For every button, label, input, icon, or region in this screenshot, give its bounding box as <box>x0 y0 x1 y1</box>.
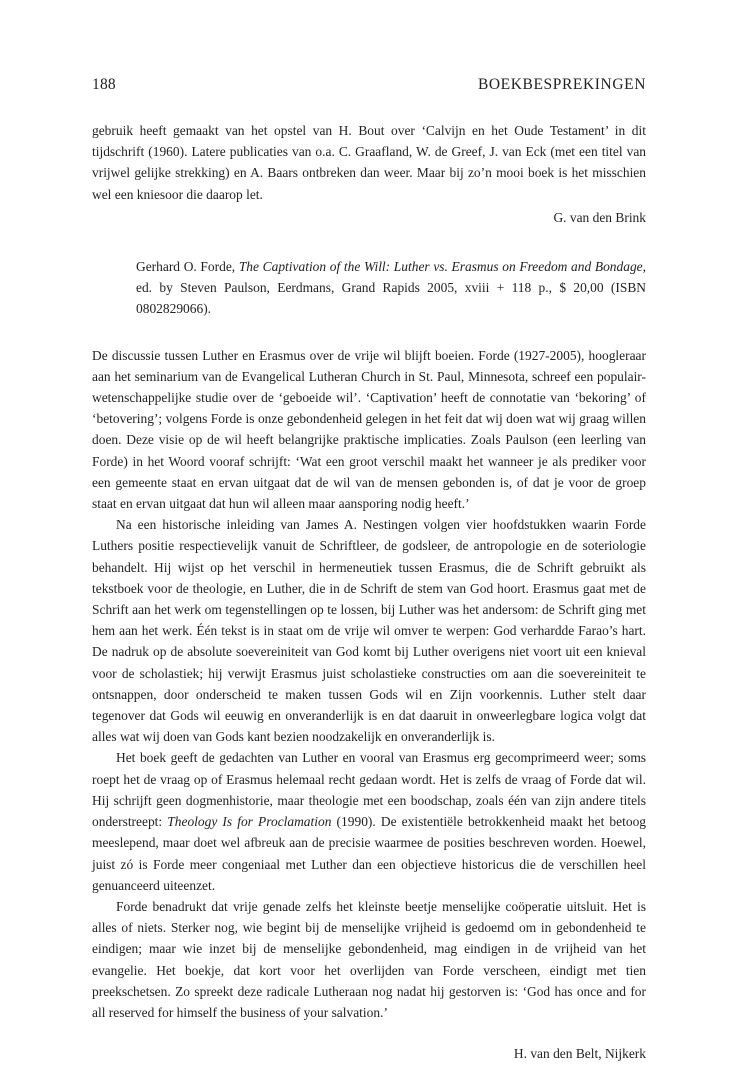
review-body <box>92 345 646 1024</box>
journal-page <box>92 76 646 1064</box>
bibliographic-entry <box>136 256 646 320</box>
paragraph-3-text-after-title: (1990). De existentiële betrokkenheid maakt het betoog meeslepend, maar doet wel afbreuk aan de precisie waarmee de posities beschreven worden. Hoewel, juist zó is Forde meer congeniaal met Luther dan een objectieve historicus die de verschillen heel genuanceerd uiteenzet. <box>92 814 647 893</box>
review-paragraph-3 <box>92 747 646 895</box>
paragraph-3-text-before-title: Het boek geeft de gedachten van Luther en vooral van Erasmus erg gecomprimeerd weer; soms roept het de vraag op of Erasmus helemaal recht gedaan wordt. Het is zelfs de vraag of Forde dat wil. Hij schrijft geen dogmenhistorie, maar theologie met een boodschap, zoals één van zijn andere titels onderstreept: <box>92 750 646 830</box>
running-head <box>92 76 646 94</box>
book-title: The Captivation of the Will: Luther vs. Erasmus on Freedom and Bondage <box>238 259 643 275</box>
book-author: Gerhard O. Forde, <box>136 259 236 275</box>
previous-review-closing-paragraph: gebruik heeft gemaakt van het opstel van H. Bout over ‘Calvijn en het Oude Testament’ in dit tijdschrift (1960). Latere publicaties van o.a. C. Graafland, W. de Greef, J. van Eck (met een titel van vrijwel gelijke strekking) en A. Baars ontbreken dan weer. Maar bij zo’n mooi boek is het misschien wel een kniesoor die daarop let. <box>92 123 646 202</box>
review-paragraph-1: De discussie tussen Luther en Erasmus over de vrije wil blijft boeien. Forde (1927-2005), hoogleraar aan het seminarium van de Evangelical Lutheran Church in St. Paul, Minnesota, schreef een populair-wetenschappelijke studie over de ‘geboeide wil’. ‘Captivation’ heeft de connotatie van ‘bekoring’ of ‘betovering’; volgens Forde is onze gebondenheid gelegen in het feit dat wij doen wat wij graag willen doen. Deze visie op de wil heeft belangrijke praktische implicaties. Zoals Paulson (een leerling van Forde) in het Woord vooraf schrijft: ‘Wat een groot verschil maakt het wanneer je als prediker voor een gemeente staat en ervan uitgaat dat de wil van de mensen gebonden is, of dat je voor de groep staat en ervan uitgaat dat hun wil alleen maar aansporing nodig heeft.’ <box>92 347 646 512</box>
previous-reviewer-signature: G. van den Brink <box>553 209 646 225</box>
cited-book-title: Theology Is for Proclamation <box>167 814 332 830</box>
section-title: BOEKBESPREKINGEN <box>477 76 646 93</box>
publication-details: , ed. by Steven Paulson, Eerdmans, Grand Rapids 2005, xviii + 118 p., $ 20,00 (ISBN 0802829066). <box>136 259 647 317</box>
review-paragraph-2: Na een historische inleiding van James A. Nestingen volgen vier hoofdstukken waarin Forde Luthers positie respectievelijk vanuit de Schriftleer, de godsleer, de antropologie en de soteriologie behandelt. Hij wijst op het verschil in hermeneutiek tussen Erasmus, die de Schrift gebruikt als tekstboek voor de theologie, en Luther, die in de Schrift de stem van God hoort. Erasmus gaat met de Schrift aan het werk om tegenstellingen op te lossen, bij Luther was het andersom: de Schrift ging met hem aan het werk. Één tekst is in staat om de vrije wil omver te werpen: God verhardde Farao’s hart. De nadruk op de absolute soevereiniteit van God komt bij Luther overigens niet voort uit een knieval voor de scholastiek; hij verwijt Erasmus juist scholastieke constructies om aan die soevereiniteit te ontsnappen, door onderscheid te maken tussen Gods wil en Zijn voorkennis. Luther stelt daar tegenover dat Gods wil eeuwig en onveranderlijk is en dat daaruit in onweerlegbare logica volgt dat alles wat wij doen van Gods kant bezien noodzakelijk en onveranderlijk is. <box>92 517 646 745</box>
page-number: 188 <box>92 76 116 93</box>
review-paragraph-4: Forde benadrukt dat vrije genade zelfs het kleinste beetje menselijke coöperatie uitsluit. Het is alles of niets. Sterker nog, wie begint bij de menselijke vrijheid is gedoemd om in gebondenheid te eindigen; maar wie inzet bij de menselijke gebondenheid, mag eindigen in de vrijheid van het evangelie. Het boekje, dat kort voor het overlijden van Forde verscheen, eindigt met tien preekschetsen. Zo spreekt deze radicale Lutheraan nog nadat hij gestorven is: ‘God has once and for all reserved for himself the business of your salvation.’ <box>92 898 646 1020</box>
reviewer-signature: H. van den Belt, Nijkerk <box>513 1046 646 1062</box>
